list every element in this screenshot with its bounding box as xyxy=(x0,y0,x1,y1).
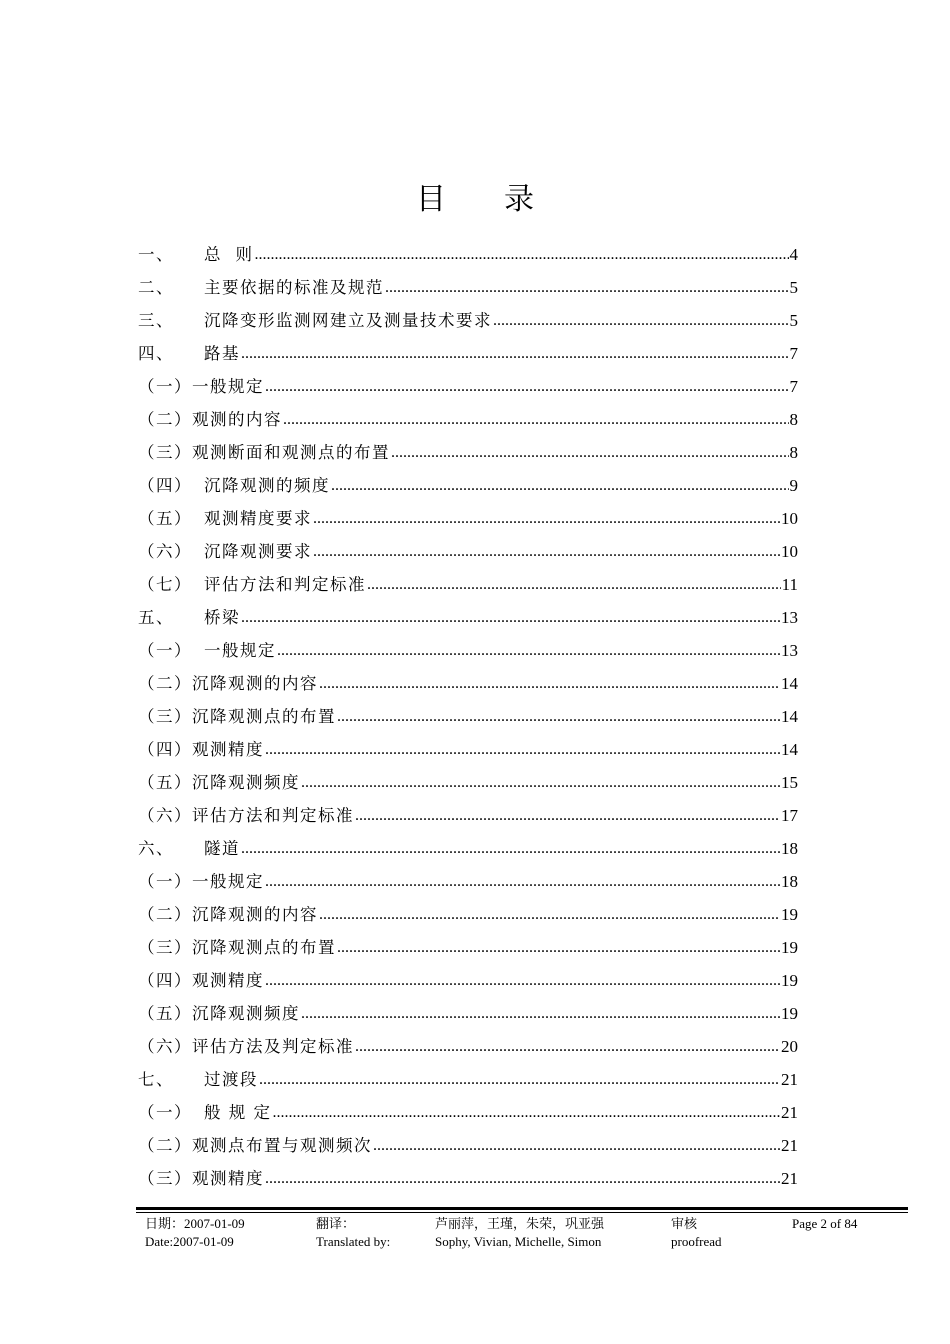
footer-date xyxy=(145,1215,245,1251)
footer-translator-names xyxy=(435,1215,604,1251)
footer-names-en: Sophy, Vivian, Michelle, Simon xyxy=(435,1234,602,1249)
toc-entry-page: 4 xyxy=(789,245,798,264)
toc-entry-label: 般 规 定 xyxy=(204,1103,272,1122)
toc-entry[interactable] xyxy=(138,595,798,628)
toc-entry-number: （四） xyxy=(138,476,192,495)
toc-entry-page: 14 xyxy=(781,674,798,693)
toc-entry-page: 13 xyxy=(781,608,798,627)
toc-entry-label: 沉降观测的频度 xyxy=(204,476,330,495)
toc-entry[interactable] xyxy=(138,1156,798,1189)
toc-entry-page: 9 xyxy=(789,476,798,495)
toc-dot-leader xyxy=(337,938,780,958)
toc-entry-label: 一般规定 xyxy=(192,872,264,891)
toc-entry-number: （一） xyxy=(138,377,192,396)
toc-dot-leader xyxy=(493,311,789,331)
toc-entry[interactable] xyxy=(138,628,798,661)
toc-entry-number: （三） xyxy=(138,938,192,957)
toc-entry-label: 沉降观测的内容 xyxy=(192,905,318,924)
title-char-2: 录 xyxy=(504,182,534,217)
toc-dot-leader xyxy=(265,1169,780,1189)
footer-translate-cn: 翻译： xyxy=(316,1216,356,1231)
toc-dot-leader xyxy=(283,410,789,430)
toc-entry[interactable] xyxy=(138,1057,798,1090)
footer-translator-label xyxy=(316,1215,390,1251)
toc-entry-label: 沉降观测的内容 xyxy=(192,674,318,693)
toc-entry-label: 沉降观测点的布置 xyxy=(192,938,336,957)
toc-entry[interactable] xyxy=(138,331,798,364)
toc-entry-page: 14 xyxy=(781,740,798,759)
toc-entry-number: （三） xyxy=(138,707,192,726)
toc-dot-leader xyxy=(265,971,780,991)
toc-entry[interactable] xyxy=(138,232,798,265)
toc-dot-leader xyxy=(277,641,780,661)
toc-entry[interactable] xyxy=(138,430,798,463)
toc-entry-label: 一般规定 xyxy=(204,641,276,660)
toc-entry-page: 18 xyxy=(781,872,798,891)
toc-entry-label: 沉降变形监测网建立及测量技术要求 xyxy=(204,311,492,330)
toc-entry[interactable] xyxy=(138,694,798,727)
footer-page-label: Page 2 of 84 xyxy=(792,1216,858,1231)
toc-entry-label: 主要依据的标准及规范 xyxy=(204,278,384,297)
toc-entry[interactable] xyxy=(138,727,798,760)
toc-dot-leader xyxy=(319,674,780,694)
toc-entry-number: （一） xyxy=(138,872,192,891)
toc-dot-leader xyxy=(241,608,780,628)
toc-dot-leader xyxy=(391,443,789,463)
toc-dot-leader xyxy=(355,806,780,826)
toc-entry-page: 19 xyxy=(781,905,798,924)
toc-entry-page: 19 xyxy=(781,938,798,957)
toc-entry-number: （四） xyxy=(138,971,192,990)
toc-entry-number: （五） xyxy=(138,1004,192,1023)
toc-entry-number: （五） xyxy=(138,773,192,792)
toc-entry-number: （二） xyxy=(138,905,192,924)
toc-entry-label: 沉降观测频度 xyxy=(192,773,300,792)
toc-entry[interactable] xyxy=(138,298,798,331)
toc-entry[interactable] xyxy=(138,562,798,595)
toc-entry-number: 一、 xyxy=(138,245,174,264)
toc-entry-label: 沉降观测频度 xyxy=(192,1004,300,1023)
title-char-1: 目 xyxy=(416,182,446,217)
toc-entry[interactable] xyxy=(138,991,798,1024)
footer-date-cn: 日期：2007-01-09 xyxy=(145,1216,245,1231)
toc-dot-leader xyxy=(265,740,780,760)
toc-entry-page: 19 xyxy=(781,1004,798,1023)
footer-review-en: proofread xyxy=(671,1234,722,1249)
toc-dot-leader xyxy=(255,245,789,265)
toc-dot-leader xyxy=(313,509,780,529)
toc-dot-leader xyxy=(301,1004,780,1024)
toc-dot-leader xyxy=(241,839,780,859)
toc-entry-page: 8 xyxy=(789,410,798,429)
toc-entry-page: 18 xyxy=(781,839,798,858)
toc-entry[interactable] xyxy=(138,859,798,892)
footer-review-cn: 审核 xyxy=(671,1216,698,1231)
toc-dot-leader xyxy=(385,278,789,298)
toc-entry-label: 观测断面和观测点的布置 xyxy=(192,443,390,462)
toc-entry-number: （一） xyxy=(138,641,192,660)
toc-entry[interactable] xyxy=(138,958,798,991)
toc-entry[interactable] xyxy=(138,760,798,793)
toc-dot-leader xyxy=(367,575,781,595)
toc-entry-number: （三） xyxy=(138,443,192,462)
toc-entry-label: 沉降观测点的布置 xyxy=(192,707,336,726)
toc-entry-label: 路基 xyxy=(204,344,240,363)
toc-entry[interactable] xyxy=(138,925,798,958)
toc-entry[interactable] xyxy=(138,463,798,496)
toc-entry-label: 观测精度 xyxy=(192,740,264,759)
table-of-contents xyxy=(138,232,798,1189)
toc-entry-number: （四） xyxy=(138,740,192,759)
toc-entry-page: 5 xyxy=(789,311,798,330)
toc-entry-page: 7 xyxy=(789,344,798,363)
footer-names-cn: 芦丽萍，王瑾，朱荣，巩亚强 xyxy=(435,1216,605,1231)
footer-page-number xyxy=(792,1215,857,1233)
toc-entry-label: 沉降观测要求 xyxy=(204,542,312,561)
toc-dot-leader xyxy=(373,1136,780,1156)
toc-entry[interactable] xyxy=(138,364,798,397)
toc-entry-number: （一） xyxy=(138,1103,192,1122)
toc-entry-label: 观测点布置与观测频次 xyxy=(192,1136,372,1155)
toc-entry[interactable] xyxy=(138,826,798,859)
toc-entry-label: 评估方法及判定标准 xyxy=(192,1037,354,1056)
toc-entry-number: 二、 xyxy=(138,278,174,297)
toc-entry-number: 五、 xyxy=(138,608,174,627)
toc-entry[interactable] xyxy=(138,1090,798,1123)
toc-entry-page: 13 xyxy=(781,641,798,660)
toc-entry-number: （七） xyxy=(138,575,192,594)
toc-dot-leader xyxy=(337,707,780,727)
toc-dot-leader xyxy=(273,1103,781,1123)
toc-entry-label: 总 则 xyxy=(204,245,254,264)
toc-entry-number: 四、 xyxy=(138,344,174,363)
toc-entry[interactable] xyxy=(138,661,798,694)
toc-entry-page: 8 xyxy=(789,443,798,462)
toc-entry-page: 17 xyxy=(781,806,798,825)
toc-entry[interactable] xyxy=(138,793,798,826)
toc-dot-leader xyxy=(355,1037,780,1057)
toc-entry-page: 21 xyxy=(781,1136,798,1155)
toc-entry-number: （二） xyxy=(138,674,192,693)
toc-entry-label: 过渡段 xyxy=(204,1070,258,1089)
toc-entry-number: （五） xyxy=(138,509,192,528)
toc-entry-page: 21 xyxy=(781,1169,798,1188)
toc-dot-leader xyxy=(259,1070,780,1090)
toc-entry-page: 7 xyxy=(789,377,798,396)
toc-entry[interactable] xyxy=(138,397,798,430)
toc-entry-number: 三、 xyxy=(138,311,174,330)
toc-entry-label: 观测精度 xyxy=(192,1169,264,1188)
toc-entry-page: 19 xyxy=(781,971,798,990)
toc-entry[interactable] xyxy=(138,1024,798,1057)
toc-dot-leader xyxy=(331,476,789,496)
toc-entry-number: （六） xyxy=(138,806,192,825)
toc-entry-number: （六） xyxy=(138,542,192,561)
toc-dot-leader xyxy=(265,872,780,892)
toc-entry[interactable] xyxy=(138,892,798,925)
toc-entry-label: 桥梁 xyxy=(204,608,240,627)
toc-entry-label: 评估方法和判定标准 xyxy=(192,806,354,825)
toc-entry-number: 六、 xyxy=(138,839,174,858)
toc-entry-label: 评估方法和判定标准 xyxy=(204,575,366,594)
toc-entry-page: 10 xyxy=(781,542,798,561)
toc-entry-number: （二） xyxy=(138,410,192,429)
toc-dot-leader xyxy=(241,344,789,364)
toc-entry-page: 15 xyxy=(781,773,798,792)
toc-entry-page: 5 xyxy=(789,278,798,297)
toc-dot-leader xyxy=(301,773,780,793)
footer-rule-thin xyxy=(136,1212,908,1213)
footer-rule-thick xyxy=(136,1207,908,1210)
toc-entry-label: 观测精度 xyxy=(192,971,264,990)
toc-entry-number: 七、 xyxy=(138,1070,174,1089)
toc-entry-page: 11 xyxy=(781,575,798,594)
toc-entry[interactable] xyxy=(138,265,798,298)
toc-entry-number: （二） xyxy=(138,1136,192,1155)
toc-entry-label: 隧道 xyxy=(204,839,240,858)
footer-translate-en: Translated by: xyxy=(316,1234,391,1249)
footer-date-en: Date:2007-01-09 xyxy=(145,1234,234,1249)
toc-dot-leader xyxy=(265,377,789,397)
toc-entry-page: 20 xyxy=(781,1037,798,1056)
toc-dot-leader xyxy=(313,542,780,562)
toc-entry-label: 一般规定 xyxy=(192,377,264,396)
toc-entry-label: 观测的内容 xyxy=(192,410,282,429)
toc-entry[interactable] xyxy=(138,496,798,529)
toc-entry[interactable] xyxy=(138,529,798,562)
toc-entry-page: 21 xyxy=(781,1103,798,1122)
footer-review xyxy=(671,1215,722,1251)
toc-entry-page: 10 xyxy=(781,509,798,528)
toc-entry-page: 21 xyxy=(781,1070,798,1089)
toc-entry-number: （三） xyxy=(138,1169,192,1188)
toc-entry-label: 观测精度要求 xyxy=(204,509,312,528)
page-title xyxy=(0,174,950,218)
toc-entry[interactable] xyxy=(138,1123,798,1156)
toc-entry-page: 14 xyxy=(781,707,798,726)
toc-dot-leader xyxy=(319,905,780,925)
toc-entry-number: （六） xyxy=(138,1037,192,1056)
